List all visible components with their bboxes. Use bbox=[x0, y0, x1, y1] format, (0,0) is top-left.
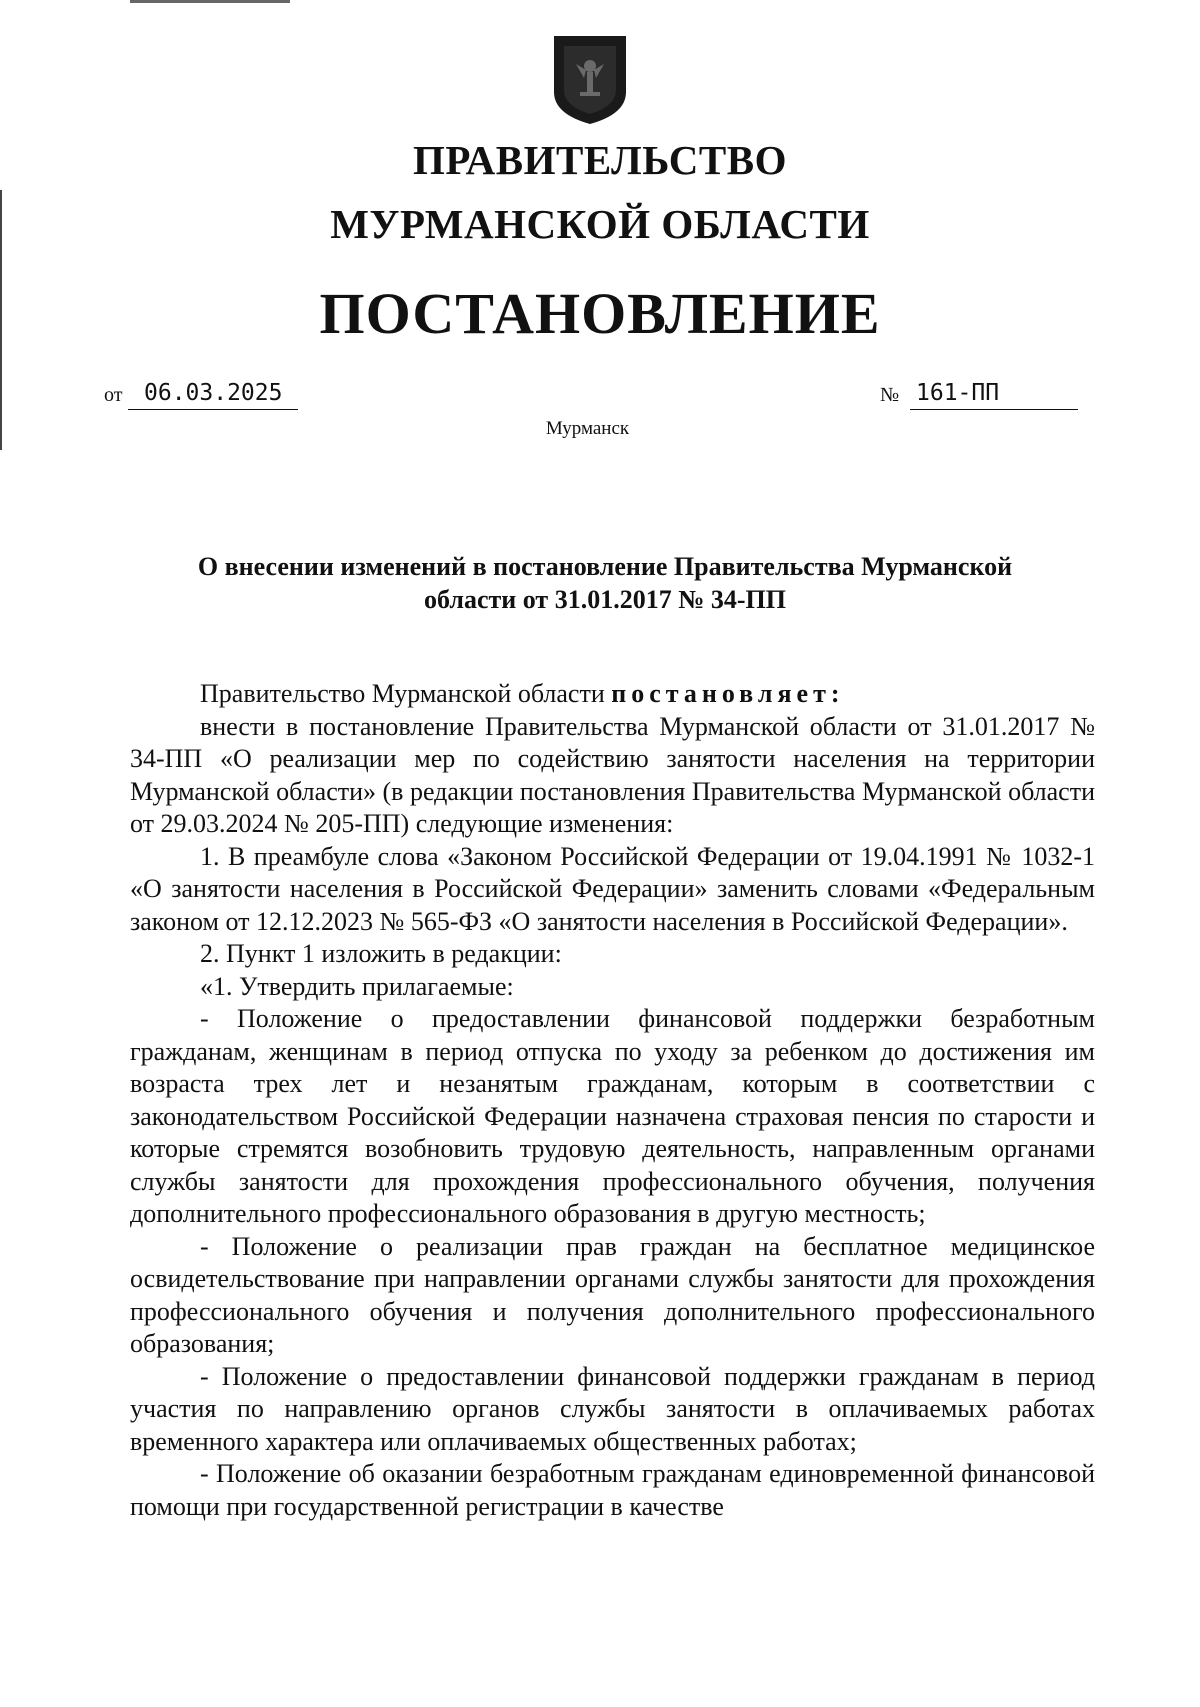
body-paragraph: - Положение о предоставлении финансовой поддержки гражданам в период участия по направлению органов службы занятости в оплачиваемых работах временного характера или оплачиваемых общественных работах; bbox=[130, 1361, 1095, 1456]
subject-line1: О внесении изменений в постановление Правительства Мурманской bbox=[197, 552, 1013, 581]
number-field: 161-ПП bbox=[910, 380, 1078, 410]
document-type: ПОСТАНОВЛЕНИЕ bbox=[319, 281, 881, 346]
date-field: 06.03.2025 bbox=[128, 380, 298, 410]
number-label: № bbox=[880, 384, 900, 406]
date-label: от bbox=[104, 384, 123, 406]
body-paragraph: внести в постановление Правительства Мурманской области от 31.01.2017 № 34-ПП «О реализации мер по содействию занятости населения на территории Мурманской области» (в редакции постановления Правительства Мурманской области от 29.03.2024 № 205-ПП) следующие изменения: bbox=[130, 711, 1095, 838]
body-paragraph: 2. Пункт 1 изложить в редакции: bbox=[200, 939, 562, 968]
coat-of-arms-emblem bbox=[550, 34, 630, 126]
decree-intro bbox=[130, 678, 1095, 711]
body-paragraph: - Положение о реализации прав граждан на бесплатное медицинское освидетельствование при направлении органами службы занятости для прохождения профессионального обучения и получения дополнительного профессионального образования; bbox=[130, 1231, 1095, 1358]
body-paragraph: - Положение о предоставлении финансовой поддержки безработным гражданам, женщинам в период отпуска по уходу за ребенком до достижения им возраста трех лет и незанятым гражданам, которым в соответствии с законодательством Российской Федерации назначена страховая пенсия по старости и которые стремятся возобновить трудовую деятельность, направленным органами службы занятости для прохождения профессионального обучения, получения дополнительного профессионального образования в другую местность; bbox=[130, 1004, 1095, 1228]
scan-artifact-top bbox=[130, 0, 290, 3]
body-paragraph: - Положение об оказании безработным гражданам единовременной финансовой помощи при государственной регистрации в качестве bbox=[130, 1459, 1095, 1521]
body-paragraph: «1. Утвердить прилагаемые: bbox=[200, 971, 514, 1001]
city-name: Мурманск bbox=[545, 418, 630, 439]
document-body bbox=[130, 678, 1095, 1523]
decree-keyword: постановляет: bbox=[611, 679, 845, 708]
body-paragraph: 1. В преамбуле слова «Законом Российской Федерации от 19.04.1991 № 1032-1 «О занятости населения в Российской Федерации» заменить словами «Федеральным законом от 12.12.2023 № 565-ФЗ «О занятости населения в Российской Федерации». bbox=[130, 841, 1095, 936]
decree-intro-text: Правительство Мурманской области bbox=[200, 679, 612, 708]
organization-name-line1: ПРАВИТЕЛЬСТВО bbox=[412, 137, 788, 183]
organization-name-line2: МУРМАНСКОЙ ОБЛАСТИ bbox=[330, 201, 870, 247]
subject-line2: области от 31.01.2017 № 34-ПП bbox=[424, 585, 786, 614]
document-subject bbox=[150, 550, 1060, 616]
